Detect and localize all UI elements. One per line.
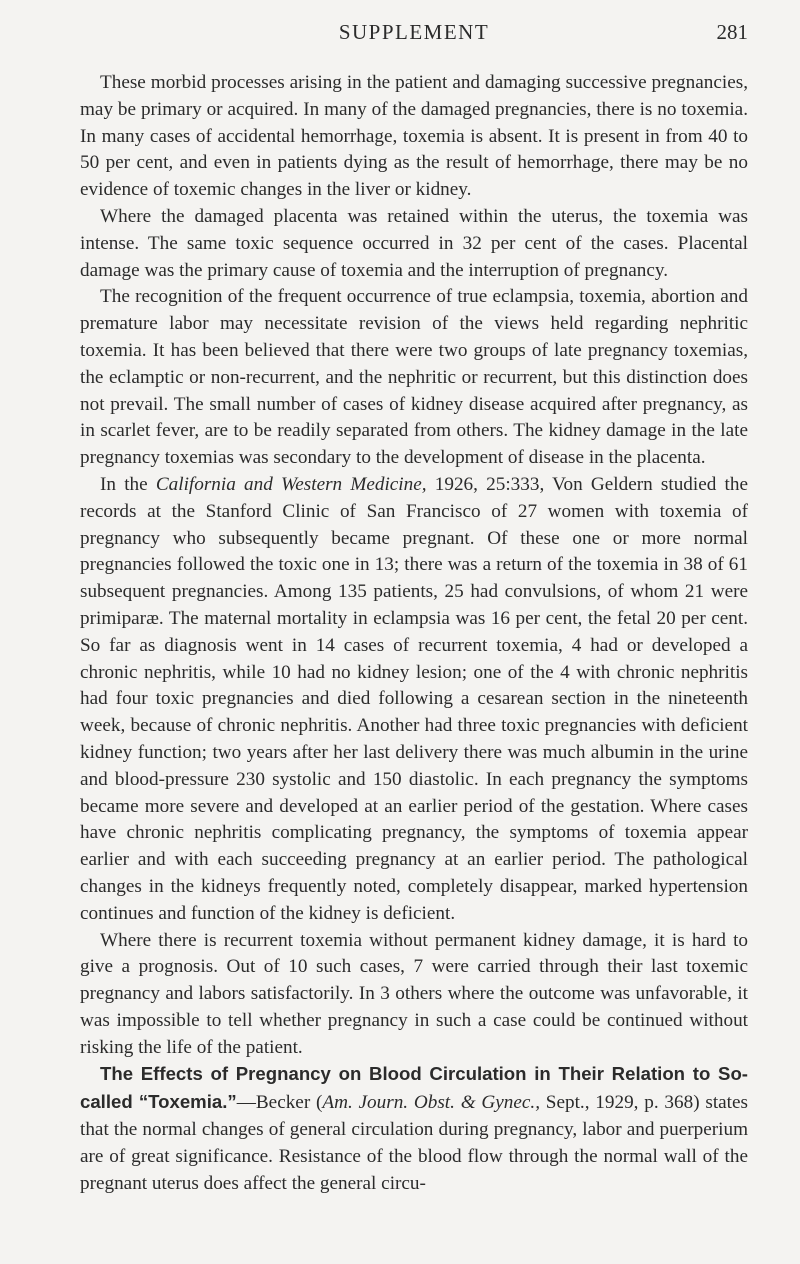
author-ref: —Becker (: [236, 1092, 323, 1114]
paragraph-recurrent-toxemia: Where there is recurrent toxemia without permanent kidney damage, it is hard to give a prognosis. Out of 10 such cases, 7 were carried through their last toxemic pregnancy and labors satisfactorily. In 3 others where the outcome was unfavorable, it was impossible to tell whether pregnancy in such a case could be continued without risking the life of the patient.: [80, 929, 748, 1058]
paragraph-damaged-placenta: Where the damaged placenta was retained within the uterus, the toxemia was intense. The same toxic sequence occurred in 32 per cent of the cases. Placental damage was the primary cause of toxemia and the interruption of pregnancy.: [80, 205, 748, 281]
paragraph-morbid-processes: These morbid processes arising in the patient and damaging successive pregnancies, may be primary or acquired. In many of the damaged pregnancies, there is no toxemia. In many cases of accidental hemorrhage, toxemia is absent. It is present in from 40 to 50 per cent, and even in patients dying as the result of hemorrhage, there may be no evidence of toxemic changes in the liver or kidney.: [80, 72, 748, 201]
page-number: 281: [716, 20, 748, 44]
section-heading: The Effects of Pregnancy on Blood Circulation in Their Relation to So-called “Toxemia.”: [80, 1063, 748, 1113]
paragraph-text: Sept., 1929, p. 368) states that the normal changes of general circulation during pregnancy, labor and puerperium are of great significance. Resistance of the blood flow through the normal wall of the pregnant uterus does affect the general circu-: [80, 1092, 748, 1194]
paragraph-recognition: The recognition of the frequent occurrence of true eclampsia, toxemia, abortion and premature labor may necessitate revision of the views held regarding nephritic toxemia. It has been believed that there were two groups of late pregnancy toxemias, the eclamptic or non-recurrent, and the nephritic or recurrent, but this distinction does not prevail. The small number of cases of kidney disease acquired after pregnancy, as in scarlet fever, are to be readily separated from others. The kidney damage in the late pregnancy toxemias was secondary to the development of disease in the placenta.: [80, 286, 748, 469]
paragraph-text: 1926, 25:333, Von Geldern studied the records at the Stanford Clinic of San Francisco of 27 women with toxemia of pregnancy who subsequently became pregnant. Of these one or more normal pregnancies followed the toxic one in 13; there was a return of the toxemia in 38 of 61 subsequent pregnancies. Among 135 patients, 25 had convulsions, of whom 21 were primiparæ. The maternal mortality in eclampsia was 16 per cent, the fetal 20 per cent. So far as diagnosis went in 14 cases of recurrent toxemia, 4 had or developed a chronic nephritis, while 10 had no kidney lesion; one of the 4 with chronic nephritis had four toxic pregnancies and died following a cesarean section in the nineteenth week, because of chronic nephritis. Another had three toxic pregnancies with deficient kidney function; two years after her last delivery there was much albumin in the urine and blood-pressure 230 systolic and 150 diastolic. In each pregnancy the symptoms became more severe and developed at an earlier period of the gestation. Where cases have chronic nephritis complicating pregnancy, the symptoms of toxemia appear earlier and with each succeeding pregnancy at an earlier period. The pathological changes in the kidneys frequently noted, completely disappear, marked hypertension continues and function of the kidney is deficient.: [80, 473, 748, 924]
paragraph-lead: In the: [100, 473, 156, 495]
paragraph-becker: [80, 1061, 748, 1197]
page-header: [80, 20, 748, 60]
journal-title: California and Western Medicine,: [155, 473, 427, 495]
paragraph-von-geldern: [80, 472, 748, 928]
journal-title: Am. Journ. Obst. & Gynec.,: [322, 1092, 541, 1114]
running-head: SUPPLEMENT: [338, 20, 490, 44]
body-text: [80, 70, 748, 1197]
